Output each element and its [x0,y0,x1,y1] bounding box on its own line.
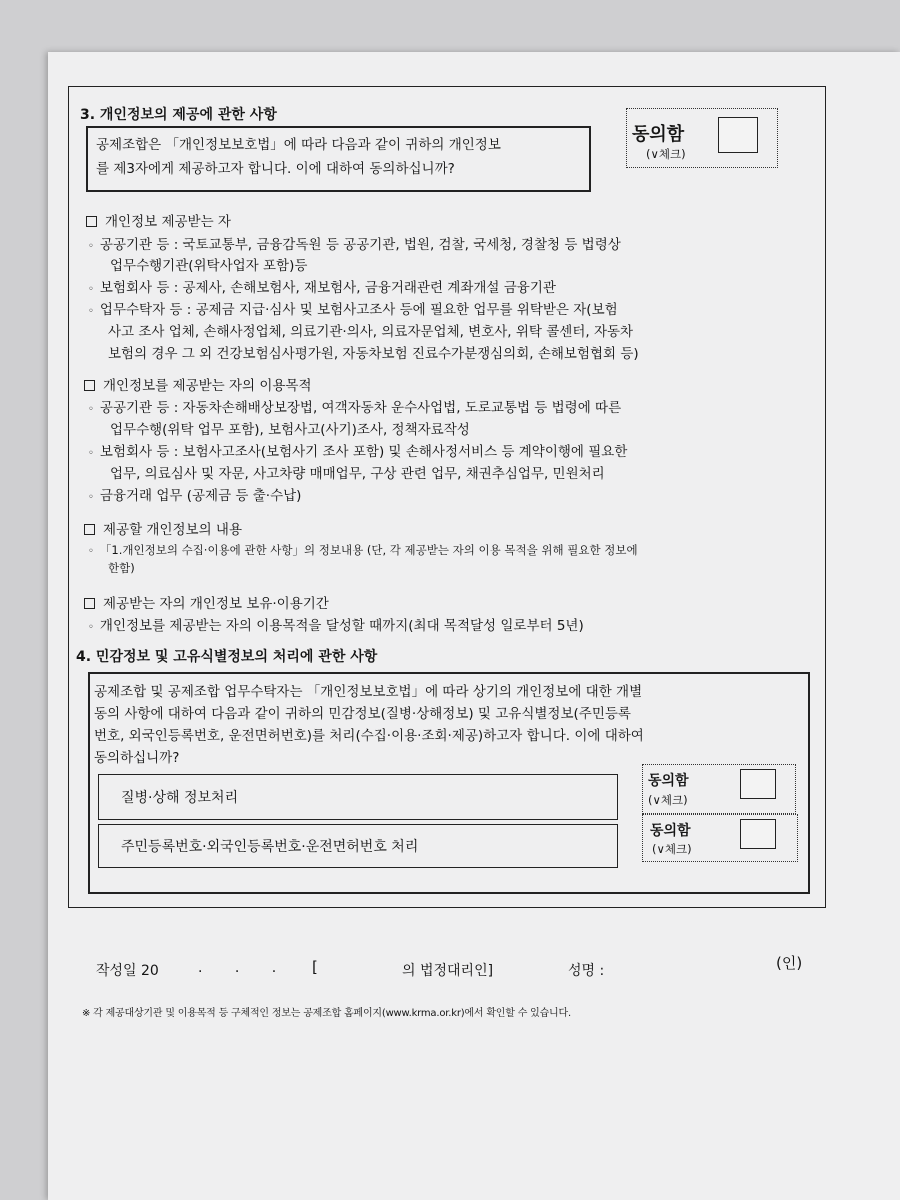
purpose-item-cont: 업무, 의료심사 및 자문, 사고차량 매매업무, 구상 관련 업무, 채권추심업무, 민원처리 [110,466,605,482]
section4-title: 4. 민감정보 및 고유식별정보의 처리에 관한 사항 [76,649,378,665]
purpose-item: ◦ 금융거래 업무 (공제금 등 출·수납) [88,488,302,504]
option-id-numbers [98,824,618,868]
section3-question-line2: 를 제3자에게 제공하고자 합니다. 이에 대하여 동의하십니까? [96,161,455,177]
retention-heading: 제공받는 자의 개인정보 보유·이용기간 [84,592,329,612]
option1-agree-checkbox[interactable] [740,769,776,799]
recipient-item: ◦ 보험회사 등 : 공제사, 손해보험사, 재보험사, 금융거래관련 계좌개설 금융기관 [88,280,556,296]
recipient-item: ◦ 업무수탁자 등 : 공제금 지급·심사 및 보험사고조사 등에 필요한 업무를 위탁받은 자(보험 [88,302,618,318]
square-bullet-icon [84,598,95,609]
section3-agree-label: 동의함 [632,124,685,145]
date-label: 작성일 20 [96,963,159,979]
seal-mark: (인) [776,954,803,972]
section3-title: 3. 개인정보의 제공에 관한 사항 [80,107,277,123]
recipients-heading: 개인정보 제공받는 자 [86,210,231,230]
contents-item-cont: 한함) [108,561,135,575]
option1-agree-label: 동의함 [648,773,689,789]
contents-heading: 제공할 개인정보의 내용 [84,518,242,538]
retention-item: ◦ 개인정보를 제공받는 자의 이용목적을 달성할 때까지(최대 목적달성 일로부터 5년) [88,618,584,634]
section3-question-box [86,126,591,192]
section4-line: 공제조합 및 공제조합 업무수탁자는 「개인정보보호법」에 따라 상기의 개인정보에 대한 개별 [94,684,643,700]
recipient-item-cont: 업무수행기관(위탁사업자 포함)등 [110,258,308,274]
recipient-item-cont: 사고 조사 업체, 손해사정업체, 의료기관·의사, 의료자문업체, 변호사, 위탁 콜센터, 자동차 [108,324,634,340]
purpose-item-cont: 업무수행(위탁 업무 포함), 보험사고(사기)조사, 정책자료작성 [110,422,470,438]
section4-line: 동의 사항에 대하여 다음과 같이 귀하의 민감정보(질병·상해정보) 및 고유식별정보(주민등록 [94,706,631,722]
option2-agree-checkbox[interactable] [740,819,776,849]
section3-agree-checkbox[interactable] [718,117,758,153]
contents-item: ◦ 「1.개인정보의 수집·이용에 관한 사항」의 정보내용 (단, 각 제공받는 자의 이용 목적을 위해 필요한 정보에 [88,543,638,557]
recipient-item-cont: 보험의 경우 그 외 건강보험심사평가원, 자동차보험 진료수가분쟁심의회, 손해보험협회 등) [108,346,639,362]
section3-question-line1: 공제조합은 「개인정보보호법」에 따라 다음과 같이 귀하의 개인정보 [96,137,501,153]
date-dots: . . . [198,960,291,976]
option-illness-injury [98,774,618,820]
section4-line: 번호, 외국인등록번호, 운전면허번호)를 처리(수집·이용·조회·제공)하고자 합니다. 이에 대하여 [94,728,644,744]
square-bullet-icon [84,524,95,535]
bracket-open: [ [312,958,318,976]
recipient-item: ◦ 공공기관 등 : 국토교통부, 금융감독원 등 공공기관, 법원, 검찰, 국세청, 경찰청 등 법령상 [88,237,621,253]
option2-agree-label: 동의함 [650,823,691,839]
purpose-item: ◦ 보험회사 등 : 보험사고조사(보험사기 조사 포함) 및 손해사정서비스 등 계약이행에 필요한 [88,444,628,460]
square-bullet-icon [84,380,95,391]
purposes-heading: 개인정보를 제공받는 자의 이용목적 [84,374,312,394]
section3-agree-sub: (∨체크) [646,147,686,161]
square-bullet-icon [86,216,97,227]
footer-note: ※ 각 제공대상기관 및 이용목적 등 구체적인 정보는 공제조합 홈페이지(www.krma.or.kr)에서 확인할 수 있습니다. [82,1008,571,1019]
legal-rep-label: 의 법정대리인] [402,963,494,979]
option-id-numbers-label: 주민등록번호·외국인등록번호·운전면허번호 처리 [121,839,419,855]
purpose-item: ◦ 공공기관 등 : 자동차손해배상보장법, 여객자동차 운수사업법, 도로교통법 등 법령에 따른 [88,400,622,416]
option-illness-injury-label: 질병·상해 정보처리 [121,790,239,806]
section4-line: 동의하십니까? [94,750,180,766]
option2-agree-sub: (∨체크) [652,842,692,856]
option1-agree-sub: (∨체크) [648,793,688,807]
signature-label: 성명 : [568,963,605,979]
